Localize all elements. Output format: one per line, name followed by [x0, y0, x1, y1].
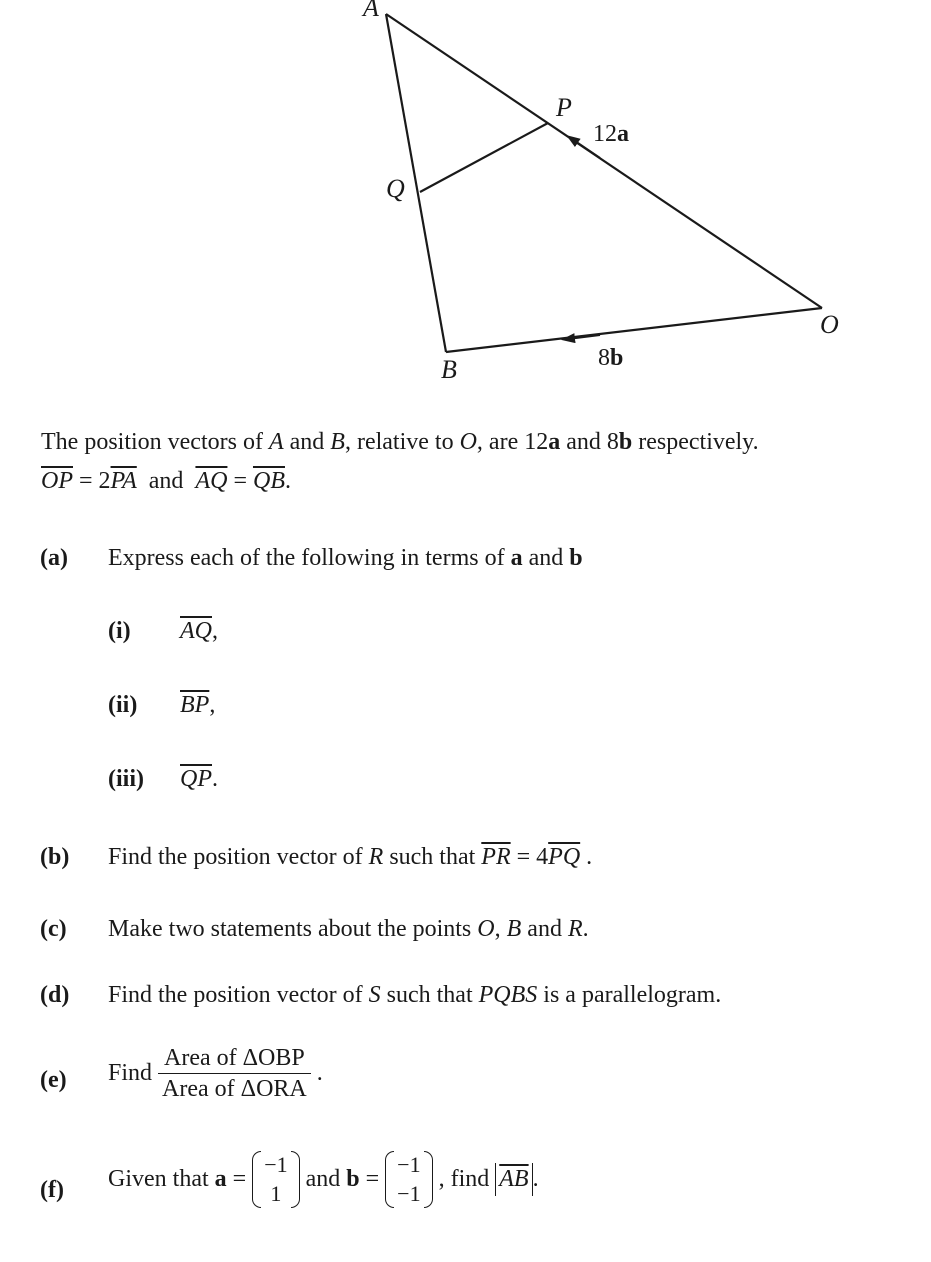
- point-q-label: Q: [386, 174, 405, 203]
- part-a-ii-label: (ii): [108, 692, 138, 718]
- magnitude-ab: $\overline{AB}$: [495, 1163, 532, 1197]
- part-a-label: (a): [40, 545, 68, 571]
- part-a-ii-vector: $\overline{BP}$,: [180, 692, 216, 718]
- part-f-text: Given that a = −1 1 and b = −1 −1 , find $\overline{AB}$ .: [108, 1151, 539, 1208]
- fraction-denominator: Area of ΔORA: [162, 1076, 307, 1102]
- vector-ob-label: 8b: [598, 345, 624, 371]
- fraction-numerator: Area of ΔOBP: [158, 1043, 311, 1074]
- part-f-label: (f): [40, 1177, 64, 1203]
- part-c-text: Make two statements about the points O, B and R.: [108, 916, 589, 942]
- part-a-iii-label: (iii): [108, 766, 144, 792]
- part-a-text: Express each of the following in terms of a and b: [108, 545, 583, 571]
- point-p-label: P: [556, 93, 572, 122]
- part-e-label: (e): [40, 1067, 67, 1093]
- part-c-label: (c): [40, 916, 67, 942]
- vector-b-column: −1 −1: [385, 1151, 432, 1208]
- part-a-iii-vector: $\overline{QP}$.: [180, 766, 218, 792]
- intro-line-1: The position vectors of A and B, relative to O, are 12a and 8b respectively.: [41, 429, 759, 455]
- part-d-label: (d): [40, 982, 70, 1008]
- triangle-diagram: [0, 0, 931, 400]
- part-b-text: Find the position vector of R such that $\overline{PR} = 4\overline{PQ}$ .: [108, 844, 593, 870]
- side-ob: [446, 308, 822, 352]
- part-a-i-vector: $\overline{AQ}$,: [180, 618, 218, 644]
- point-o-label: O: [820, 310, 839, 339]
- part-e-text: Find $\frac{\text{Area of ΔOBP}}{\text{Area of ΔORA}}$ .: [108, 1045, 323, 1102]
- vector-op-label: 12a: [593, 121, 629, 147]
- point-b-label: B: [441, 355, 457, 384]
- point-a-label: A: [363, 0, 379, 22]
- intro-line-2: $\overline{OP} = 2\overline{PA}$ and $\overline{AQ} = \overline{QB}$.: [41, 468, 291, 494]
- part-a-i-label: (i): [108, 618, 131, 644]
- vector-a-column: −1 1: [252, 1151, 299, 1208]
- side-ao: [386, 14, 822, 308]
- segment-pq: [420, 123, 548, 192]
- part-d-text: Find the position vector of S such that PQBS is a parallelogram.: [108, 982, 722, 1008]
- part-b-label: (b): [40, 844, 70, 870]
- area-ratio-fraction: [158, 1043, 311, 1104]
